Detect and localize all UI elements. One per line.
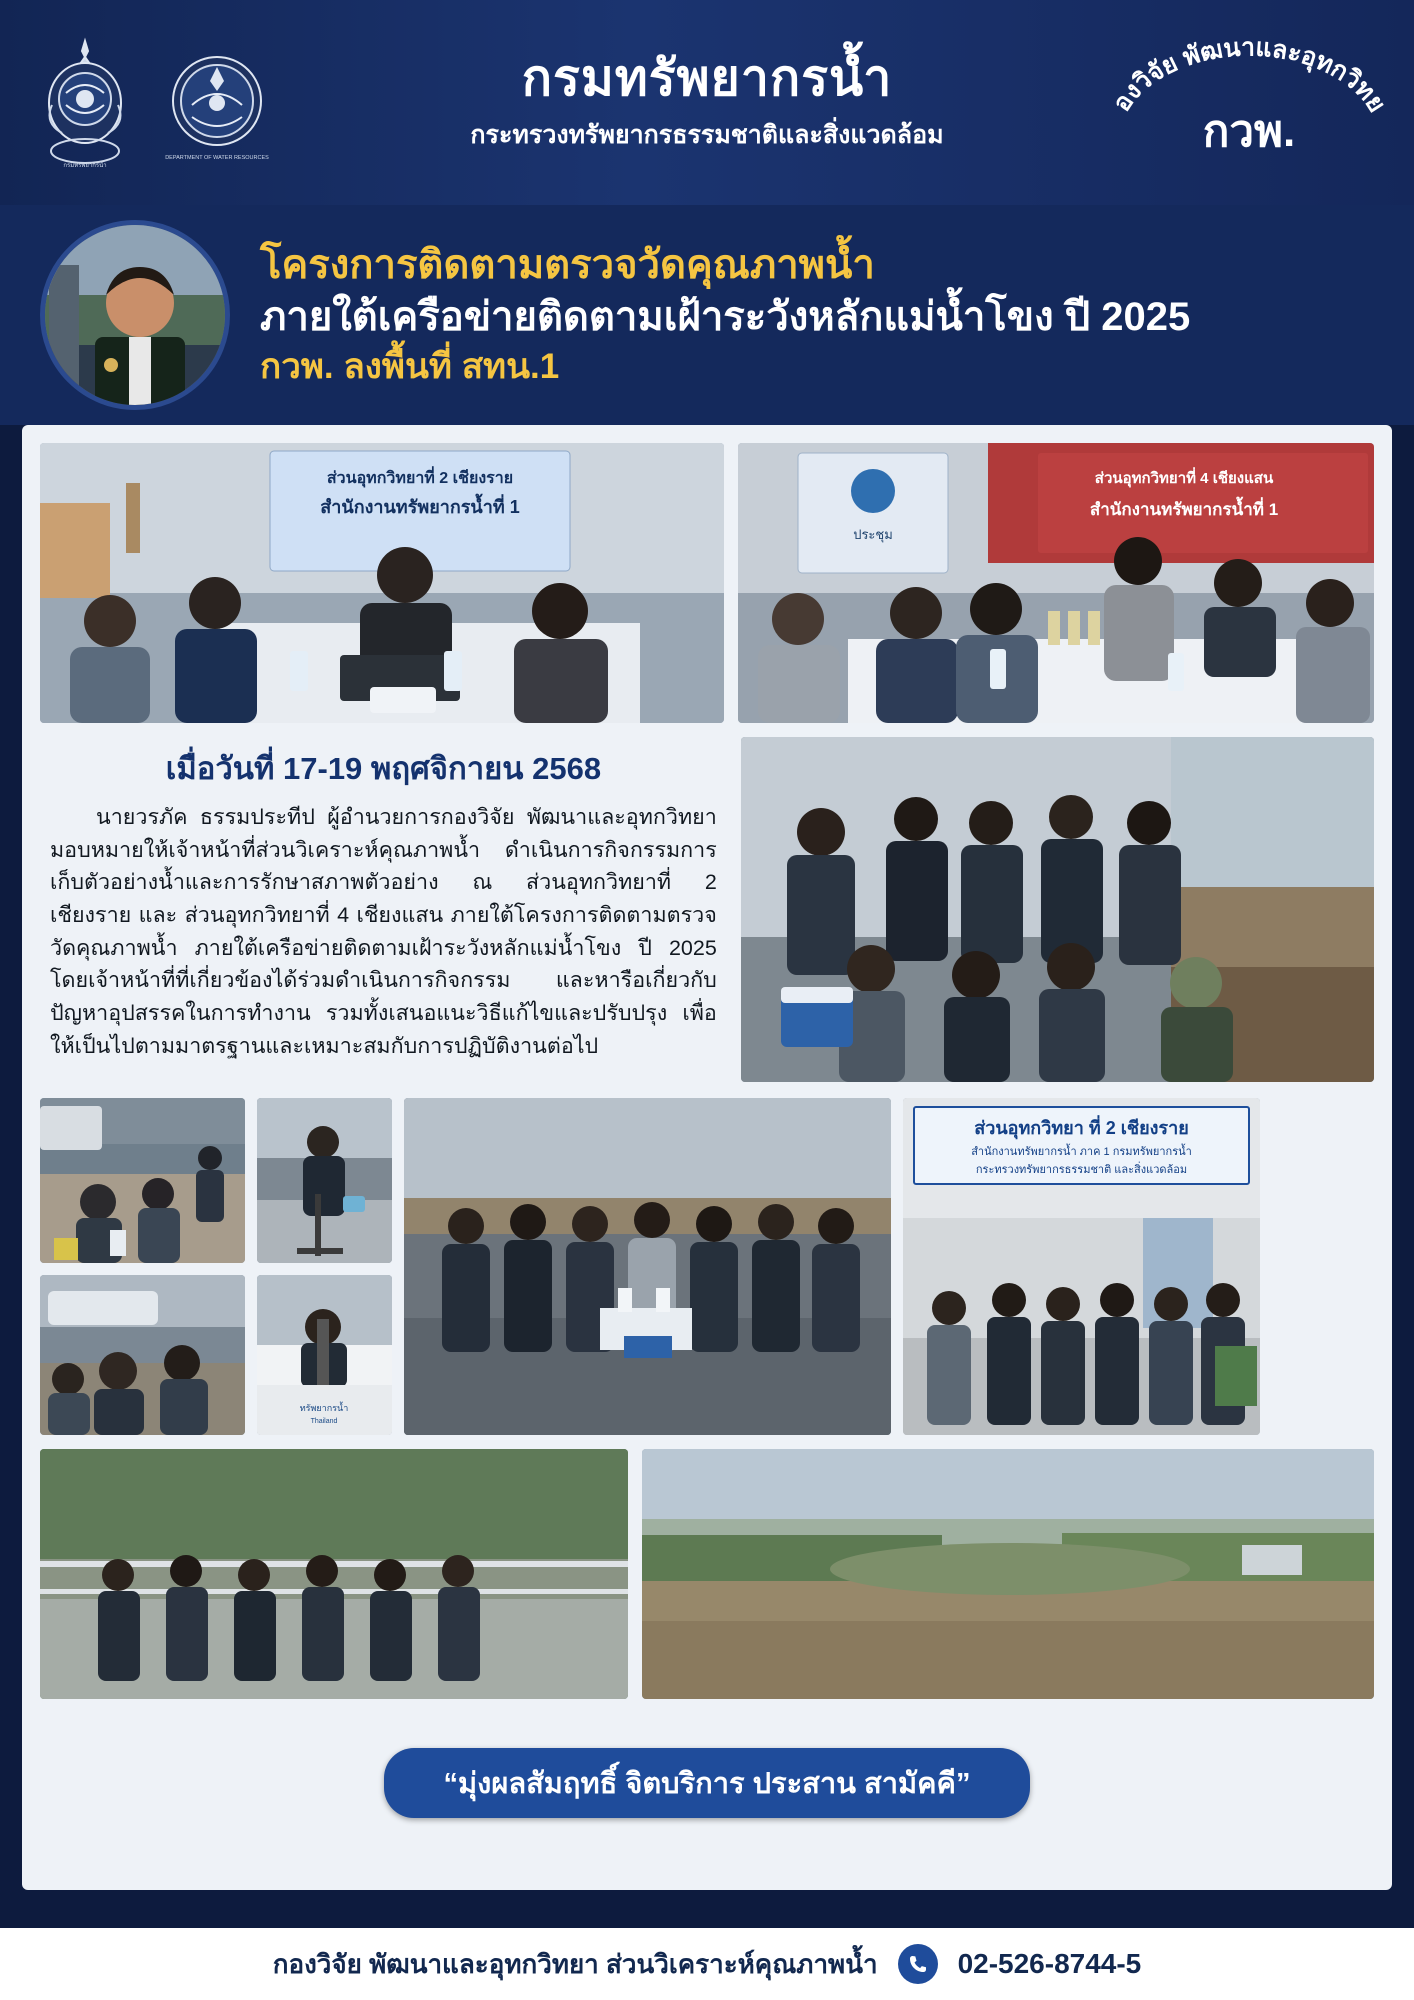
header-title-block xyxy=(360,50,1114,156)
article-date-heading: เมื่อวันที่ 17-19 พฤศจิกายน 2568 xyxy=(165,751,602,786)
office-group-photo xyxy=(903,1098,1260,1435)
bridge-equipment-photo xyxy=(257,1098,392,1263)
director-avatar xyxy=(40,220,230,410)
emblem-group xyxy=(30,33,360,173)
slogan-text: “มุ่งผลสัมฤทธิ์ จิตบริการ ประสาน สามัคคี” xyxy=(384,1748,1031,1818)
organization-name: กรมทรัพยากรน้ำ xyxy=(521,49,893,106)
office-sign-line1: ส่วนอุทกวิทยา ที่ 2 เชียงราย xyxy=(974,1118,1189,1138)
article-row xyxy=(40,737,1374,1082)
bridge-group-photo xyxy=(40,1449,628,1699)
footer-office-name: กองวิจัย พัฒนาและอุทกวิทยา ส่วนวิเคราะห์คุณภาพน้ำ xyxy=(272,1948,878,1979)
project-title-line3: กวพ. ลงพื้นที่ สทน.1 xyxy=(260,347,560,387)
poster-footer xyxy=(0,1928,1414,2000)
office-sign-line3: กระทรวงทรัพยากรธรรมชาติ และสิ่งแวดล้อม xyxy=(975,1164,1188,1176)
svg-text:ส่วนอุทกวิทยาที่ 4 เชียงแสน: ส่วนอุทกวิทยาที่ 4 เชียงแสน xyxy=(1094,470,1273,487)
svg-text:กองวิจัย พัฒนาและอุทกวิทยา: กองวิจัย พัฒนาและอุทกวิทยา xyxy=(1106,15,1392,117)
svg-text:สำนักงานทรัพยากรน้ำที่ 1: สำนักงานทรัพยากรน้ำที่ 1 xyxy=(1089,500,1278,519)
svg-text:ประชุม: ประชุม xyxy=(852,527,893,542)
svg-text:สำนักงานทรัพยากรน้ำที่ 1: สำนักงานทรัพยากรน้ำที่ 1 xyxy=(320,497,520,517)
slogan-container xyxy=(22,1748,1392,1818)
division-abbreviation: กวพ. xyxy=(1202,106,1296,156)
svg-text:Thailand: Thailand xyxy=(310,1418,338,1425)
avatar-photo xyxy=(45,225,225,405)
field-group-large-photo xyxy=(404,1098,891,1435)
division-badge xyxy=(1106,15,1392,178)
content-panel xyxy=(22,425,1392,1890)
left-photo-stack xyxy=(40,1098,392,1435)
department-seal-icon xyxy=(162,33,272,173)
project-title-bar xyxy=(0,205,1414,425)
boat-sampling-photo xyxy=(40,1275,245,1435)
meeting-photo-chiangrai xyxy=(40,443,724,723)
svg-text:กรมทรัพยากรน้ำ: กรมทรัพยากรน้ำ xyxy=(63,162,107,169)
phone-icon xyxy=(898,1944,938,1984)
riverbank-sampling-photo xyxy=(40,1098,245,1263)
office-signboard xyxy=(913,1106,1250,1185)
project-title-line1: โครงการติดตามตรวจวัดคุณภาพน้ำ xyxy=(260,243,875,288)
article-text-column xyxy=(40,737,723,1082)
vehicle-equipment-photo xyxy=(257,1275,392,1435)
left-photo-row-1 xyxy=(40,1098,392,1263)
meeting-photo-row xyxy=(40,443,1374,723)
garuda-emblem-icon xyxy=(30,33,140,173)
bottom-photo-row xyxy=(40,1449,1374,1699)
mekong-river-photo xyxy=(642,1449,1374,1699)
poster-header xyxy=(0,0,1414,205)
ministry-name: กระทรวงทรัพยากรธรรมชาติและสิ่งแวดล้อม xyxy=(470,121,944,150)
svg-text:ส่วนอุทกวิทยาที่ 2 เชียงราย: ส่วนอุทกวิทยาที่ 2 เชียงราย xyxy=(326,470,514,487)
left-photo-row-2 xyxy=(40,1275,392,1435)
office-sign-line2: สำนักงานทรัพยากรน้ำ ภาค 1 กรมทรัพยากรน้ำ xyxy=(971,1146,1192,1158)
article-body: นายวรภัค ธรรมประทีป ผู้อำนวยการกองวิจัย พัฒนาและอุทกวิทยา มอบหมายให้เจ้าหน้าที่ส่วนวิเคราะห์คุณภาพน้ำ ดำเนินการกิจกรรมการเก็บตัวอย่างน้ำและการรักษาสภาพตัวอย่าง ณ ส่วนอุทกวิทยาที่ 2 เชียงราย และ ส่วนอุทกวิทยาที่ 4 เชียงแสน ภายใต้โครงการติดตามตรวจวัดคุณภาพน้ำ ภายใต้เครือข่ายติดตามเฝ้าระวังหลักแม่น้ำโขง ปี 2025 โดยเจ้าหน้าที่ที่เกี่ยวข้องได้ร่วมดำเนินการกิจกรรม และหารือเกี่ยวกับปัญหาอุปสรรคในการทำงาน รวมทั้งเสนอแนะวิธีแก้ไขและปรับปรุง เพื่อให้เป็นไปตามมาตรฐานและเหมาะสมกับการปฏิบัติงานต่อไป xyxy=(50,805,717,1058)
field-team-photo xyxy=(741,737,1374,1082)
footer-phone-number: 02-526-8744-5 xyxy=(957,1948,1142,1979)
project-titles xyxy=(230,239,1190,390)
svg-text:ทรัพยากรน้ำ: ทรัพยากรน้ำ xyxy=(299,1403,349,1413)
project-title-line2: ภายใต้เครือข่ายติดตามเฝ้าระวังหลักแม่น้ำโขง ปี 2025 xyxy=(260,295,1191,340)
activity-photo-grid xyxy=(40,1098,1374,1435)
meeting-photo-chiangsaen xyxy=(738,443,1374,723)
svg-text:DEPARTMENT OF WATER RESOURCES: DEPARTMENT OF WATER RESOURCES xyxy=(165,154,269,161)
